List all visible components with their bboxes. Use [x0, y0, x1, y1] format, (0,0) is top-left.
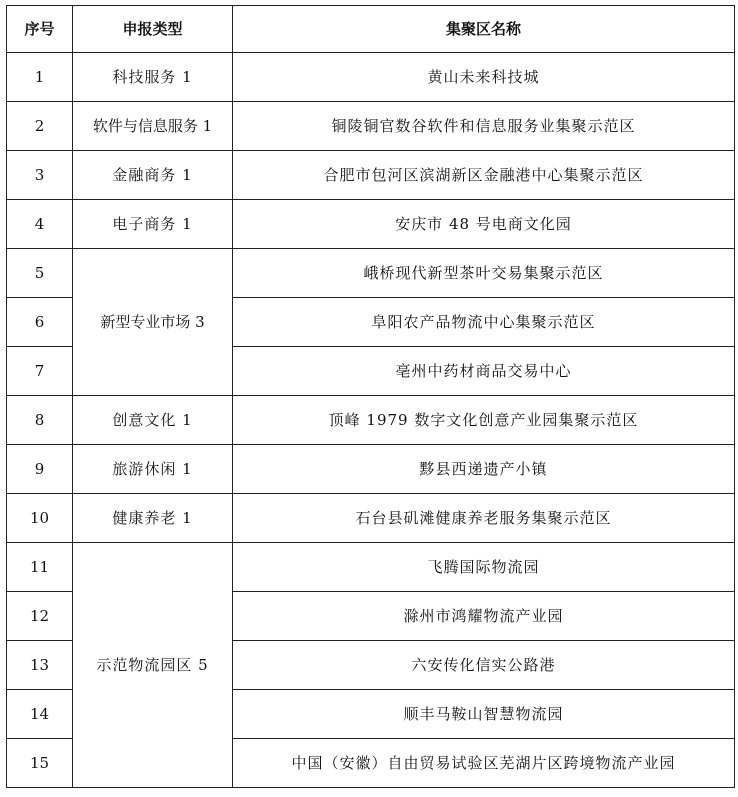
cluster-table — [6, 5, 735, 788]
row-no: 11 — [7, 543, 73, 592]
table-row — [7, 200, 735, 249]
row-no: 8 — [7, 396, 73, 445]
row-name: 安庆市 48 号电商文化园 — [233, 200, 735, 249]
row-name: 中国（安徽）自由贸易试验区芜湖片区跨境物流产业园 — [233, 739, 735, 788]
table-row — [7, 102, 735, 151]
row-no: 15 — [7, 739, 73, 788]
row-name: 黟县西递遗产小镇 — [233, 445, 735, 494]
header-type: 申报类型 — [73, 6, 233, 53]
row-name: 顶峰 1979 数字文化创意产业园集聚示范区 — [233, 396, 735, 445]
row-type: 电子商务 1 — [73, 200, 233, 249]
table-row — [7, 151, 735, 200]
row-type: 旅游休闲 1 — [73, 445, 233, 494]
header-name: 集聚区名称 — [233, 6, 735, 53]
row-no: 9 — [7, 445, 73, 494]
table-row — [7, 396, 735, 445]
row-name: 铜陵铜官数谷软件和信息服务业集聚示范区 — [233, 102, 735, 151]
row-type: 软件与信息服务 1 — [73, 102, 233, 151]
header-no: 序号 — [7, 6, 73, 53]
row-no: 10 — [7, 494, 73, 543]
row-name: 滁州市鸿耀物流产业园 — [233, 592, 735, 641]
row-name: 合肥市包河区滨湖新区金融港中心集聚示范区 — [233, 151, 735, 200]
row-type: 健康养老 1 — [73, 494, 233, 543]
row-no: 13 — [7, 641, 73, 690]
row-no: 5 — [7, 249, 73, 298]
row-name: 石台县矶滩健康养老服务集聚示范区 — [233, 494, 735, 543]
row-type: 新型专业市场 3 — [73, 249, 233, 396]
table-row — [7, 445, 735, 494]
row-name: 峨桥现代新型茶叶交易集聚示范区 — [233, 249, 735, 298]
table-row — [7, 53, 735, 102]
row-name: 顺丰马鞍山智慧物流园 — [233, 690, 735, 739]
table-header-row — [7, 6, 735, 53]
row-name: 飞腾国际物流园 — [233, 543, 735, 592]
row-type: 创意文化 1 — [73, 396, 233, 445]
row-no: 3 — [7, 151, 73, 200]
row-name: 阜阳农产品物流中心集聚示范区 — [233, 298, 735, 347]
row-no: 4 — [7, 200, 73, 249]
table-row — [7, 543, 735, 592]
row-type: 示范物流园区 5 — [73, 543, 233, 788]
row-type: 金融商务 1 — [73, 151, 233, 200]
row-no: 6 — [7, 298, 73, 347]
row-name: 亳州中药材商品交易中心 — [233, 347, 735, 396]
row-name: 黄山未来科技城 — [233, 53, 735, 102]
row-no: 14 — [7, 690, 73, 739]
row-no: 2 — [7, 102, 73, 151]
row-name: 六安传化信实公路港 — [233, 641, 735, 690]
row-type: 科技服务 1 — [73, 53, 233, 102]
row-no: 1 — [7, 53, 73, 102]
table-row — [7, 494, 735, 543]
row-no: 12 — [7, 592, 73, 641]
table-row — [7, 249, 735, 298]
row-no: 7 — [7, 347, 73, 396]
